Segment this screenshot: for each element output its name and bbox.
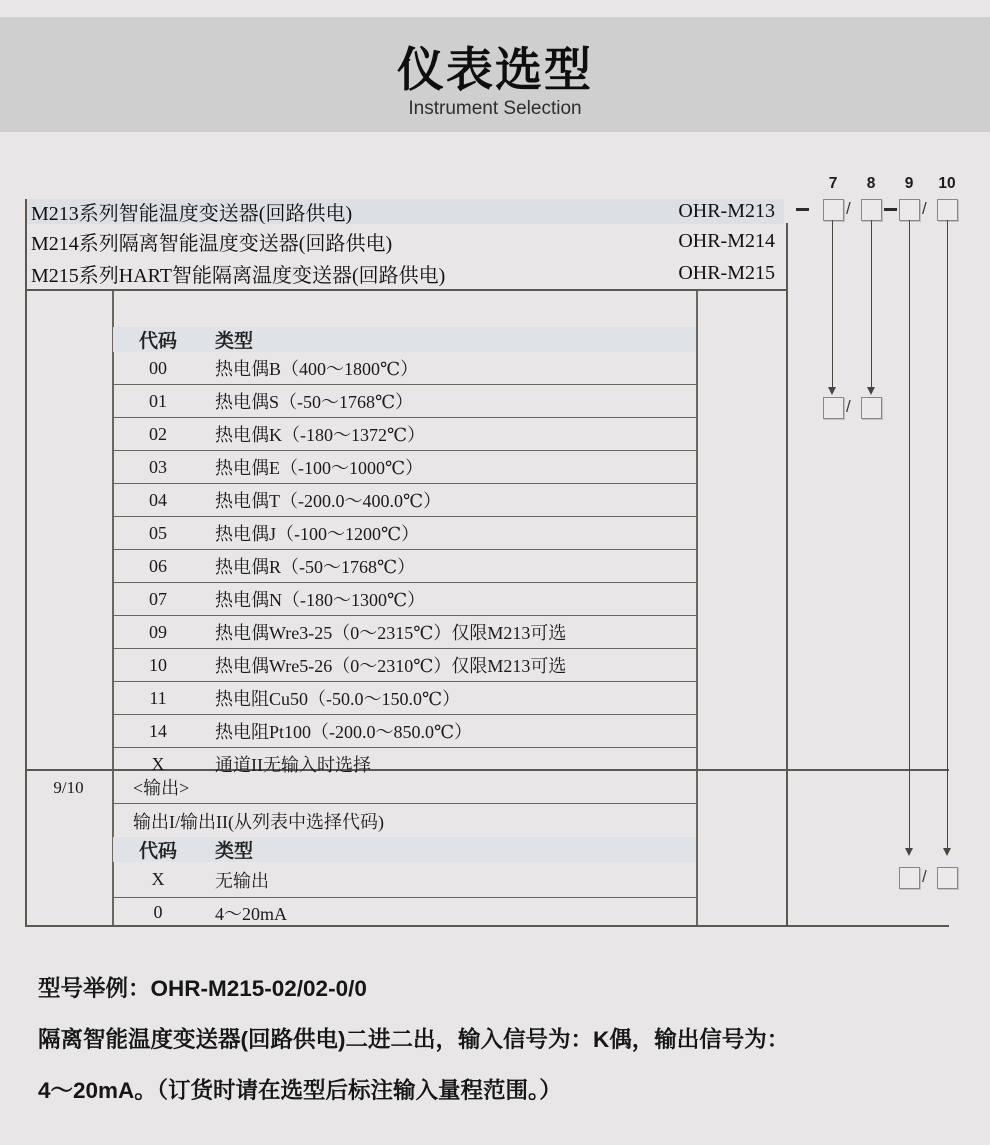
code-box-10 [937, 199, 958, 221]
table-inner-divider-right [696, 290, 698, 927]
row-code: 02 [149, 423, 167, 444]
table-row [113, 682, 696, 715]
row-type: 热电偶K（-180～1372℃） [215, 425, 426, 445]
dash-separator [884, 208, 897, 211]
row-type: 热电偶S（-50～1768℃） [215, 392, 414, 412]
position-number-9: 9 [904, 175, 914, 192]
row-code: 11 [149, 687, 167, 708]
product-model: OHR-M215 [678, 262, 775, 284]
row-type: 无输出 [215, 870, 269, 891]
row-code: 03 [149, 456, 167, 477]
series-section-divider [25, 289, 788, 291]
output-code-box-9 [899, 867, 920, 889]
table-row [113, 583, 696, 616]
output-table-rows [113, 862, 696, 927]
example-model-line: 型号举例：OHR-M215-02/02-0/0 [38, 976, 367, 1001]
row-code: 06 [149, 555, 167, 576]
product-row-m213 [26, 199, 784, 224]
product-row-m214 [26, 226, 784, 256]
table-left-border [25, 199, 27, 927]
row-type: 热电偶B（400～1800℃） [215, 359, 419, 379]
leader-line-7 [832, 220, 833, 387]
input-table-header [113, 327, 696, 352]
output-section-subtitle: 输出I/输出II(从列表中选择代码) [133, 811, 384, 832]
row-type: 热电偶J（-100～1200℃） [215, 524, 420, 544]
input-table-rows [113, 352, 696, 780]
table-row [113, 517, 696, 550]
header-band [0, 17, 990, 132]
row-code: 0 [153, 902, 163, 922]
position-number-8: 8 [866, 175, 876, 192]
slash-separator: / [846, 199, 851, 218]
input-code-box-8 [861, 397, 882, 419]
product-name: M214系列隔离智能温度变送器(回路供电) [31, 232, 393, 255]
arrow-icon [943, 848, 951, 856]
table-row [113, 862, 696, 898]
table-row [113, 352, 696, 385]
position-number-10: 10 [938, 175, 956, 192]
row-type: 热电偶N（-180～1300℃） [215, 590, 426, 610]
table-row [113, 484, 696, 517]
product-model: OHR-M214 [678, 229, 775, 252]
output-code-box-10 [937, 867, 958, 889]
page-subtitle: Instrument Selection [408, 98, 582, 119]
row-code: 14 [149, 720, 167, 741]
product-model: OHR-M213 [678, 200, 775, 222]
code-box-9 [899, 199, 920, 221]
output-table-header [113, 837, 696, 862]
table-right-border [786, 223, 788, 927]
page-title: 仪表选型 [397, 43, 593, 96]
table-row [113, 385, 696, 418]
table-row [113, 898, 696, 927]
output-section-title: <输出> [113, 771, 696, 804]
product-row-m215 [26, 258, 784, 289]
table-row [113, 715, 696, 748]
table-row [113, 550, 696, 583]
row-type: 热电偶Wre5-26（0～2310℃）仅限M213可选 [215, 656, 567, 676]
row-type: 热电偶E（-100～1000℃） [215, 458, 424, 478]
table-row [113, 616, 696, 649]
product-name: M213系列智能温度变送器(回路供电) [31, 203, 353, 225]
code-box-8 [861, 199, 882, 221]
arrow-icon [867, 387, 875, 395]
row-code: 04 [149, 489, 167, 510]
slash-separator: / [846, 397, 851, 416]
row-code: X [151, 869, 165, 889]
input-code-table [113, 327, 696, 780]
arrow-icon [905, 848, 913, 856]
row-type: 热电阻Cu50（-50.0～150.0℃） [215, 689, 461, 709]
row-code: 01 [149, 390, 167, 411]
position-number-7: 7 [828, 175, 838, 192]
example-note-line: 4～20mA。（订货时请在选型后标注输入量程范围。） [38, 1078, 562, 1103]
product-name: M215系列HART智能隔离温度变送器(回路供电) [31, 265, 446, 287]
slash-separator: / [922, 199, 927, 218]
row-type: 热电偶T（-200.0～400.0℃） [215, 491, 442, 511]
input-code-box-7 [823, 397, 844, 419]
table-row [113, 418, 696, 451]
leader-line-10 [947, 220, 948, 848]
row-type: 热电阻Pt100（-200.0～850.0℃） [215, 722, 473, 742]
row-type: 热电偶Wre3-25（0～2315℃）仅限M213可选 [215, 623, 567, 643]
arrow-icon [828, 387, 836, 395]
row-code: 05 [149, 522, 167, 543]
row-type: 4～20mA [215, 903, 287, 924]
row-type: 热电偶R（-50～1768℃） [215, 557, 416, 577]
example-description-line: 隔离智能温度变送器(回路供电)二进二出，输入信号为：K偶，输出信号为： [38, 1027, 790, 1052]
table-row [113, 649, 696, 682]
row-code: X [151, 753, 165, 774]
type-column-header: 类型 [215, 841, 254, 862]
output-code-table [113, 771, 696, 927]
row-code: 07 [149, 588, 167, 609]
leader-line-8 [871, 220, 872, 387]
table-row [113, 451, 696, 484]
row-code: 10 [149, 654, 167, 675]
slash-separator: / [922, 867, 927, 886]
code-column-header: 代码 [138, 841, 177, 862]
row-code: 09 [149, 621, 167, 642]
output-position-label: 9/10 [53, 777, 84, 797]
code-box-7 [823, 199, 844, 221]
leader-line-9 [909, 220, 910, 848]
dash-separator [796, 208, 809, 211]
row-type: 通道II无输入时选择 [215, 755, 371, 775]
code-column-header: 代码 [138, 331, 177, 352]
type-column-header: 类型 [215, 331, 254, 352]
row-code: 00 [149, 357, 167, 378]
